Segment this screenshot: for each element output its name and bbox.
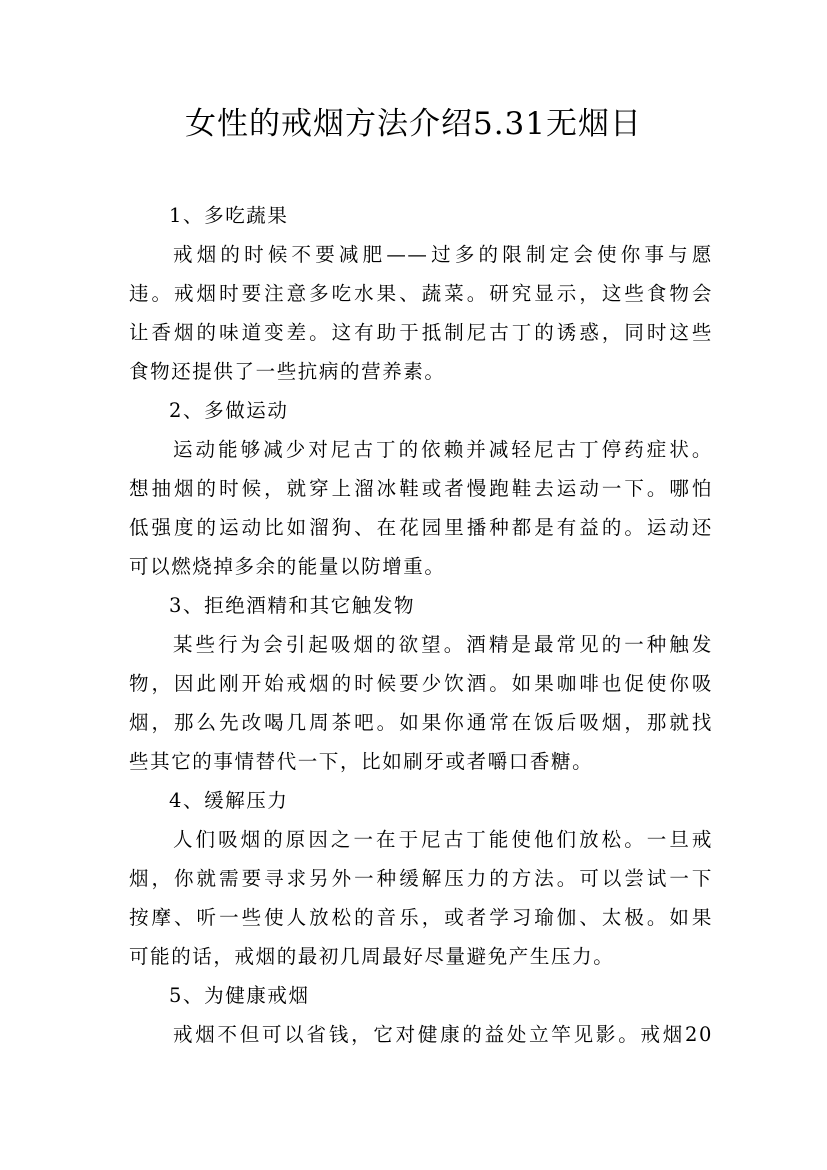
paragraph-line: 让香烟的味道变差。这有助于抵制尼古丁的诱惑，同时这些: [129, 321, 713, 344]
paragraph-line: 低强度的运动比如溜狗、在花园里播种都是有益的。运动还: [129, 516, 713, 539]
paragraph-line: 人们吸烟的原因之一在于尼古丁能使他们放松。一旦戒: [173, 828, 713, 851]
paragraph-line: 烟，你就需要寻求另外一种缓解压力的方法。可以尝试一下: [129, 867, 713, 890]
paragraph-line: 戒烟不但可以省钱，它对健康的益处立竿见影。戒烟20: [173, 1023, 713, 1046]
paragraph-line: 些其它的事情替代一下，比如刷牙或者嚼口香糖。: [129, 750, 594, 773]
paragraph-line: 食物还提供了一些抗病的营养素。: [129, 360, 446, 383]
section-heading-2: 2、多做运动: [169, 399, 289, 422]
section-heading-3: 3、拒绝酒精和其它触发物: [169, 594, 416, 617]
document-body: [129, 196, 713, 1054]
paragraph-line: 想抽烟的时候，就穿上溜冰鞋或者慢跑鞋去运动一下。哪怕: [129, 477, 713, 500]
paragraph-line: 按摩、听一些使人放松的音乐，或者学习瑜伽、太极。如果: [129, 906, 713, 929]
section-heading-5: 5、为健康戒烟: [169, 984, 310, 1007]
paragraph-line: 违。戒烟时要注意多吃水果、蔬菜。研究显示，这些食物会: [129, 282, 713, 305]
section-heading-1: 1、多吃蔬果: [169, 204, 289, 227]
page-title: 女性的戒烟方法介绍5.31无烟日: [184, 106, 643, 142]
paragraph-line: 物，因此刚开始戒烟的时候要少饮酒。如果咖啡也促使你吸: [129, 672, 713, 695]
paragraph-line: 某些行为会引起吸烟的欲望。酒精是最常见的一种触发: [173, 633, 713, 656]
paragraph-line: 戒烟的时候不要减肥——过多的限制定会使你事与愿: [173, 243, 713, 266]
paragraph-line: 可以燃烧掉多余的能量以防增重。: [129, 555, 446, 578]
paragraph-line: 可能的话，戒烟的最初几周最好尽量避免产生压力。: [129, 945, 615, 968]
paragraph-line: 运动能够减少对尼古丁的依赖并减轻尼古丁停药症状。: [173, 438, 713, 461]
paragraph-line: 烟，那么先改喝几周茶吧。如果你通常在饭后吸烟，那就找: [129, 711, 713, 734]
section-heading-4: 4、缓解压力: [169, 789, 289, 812]
